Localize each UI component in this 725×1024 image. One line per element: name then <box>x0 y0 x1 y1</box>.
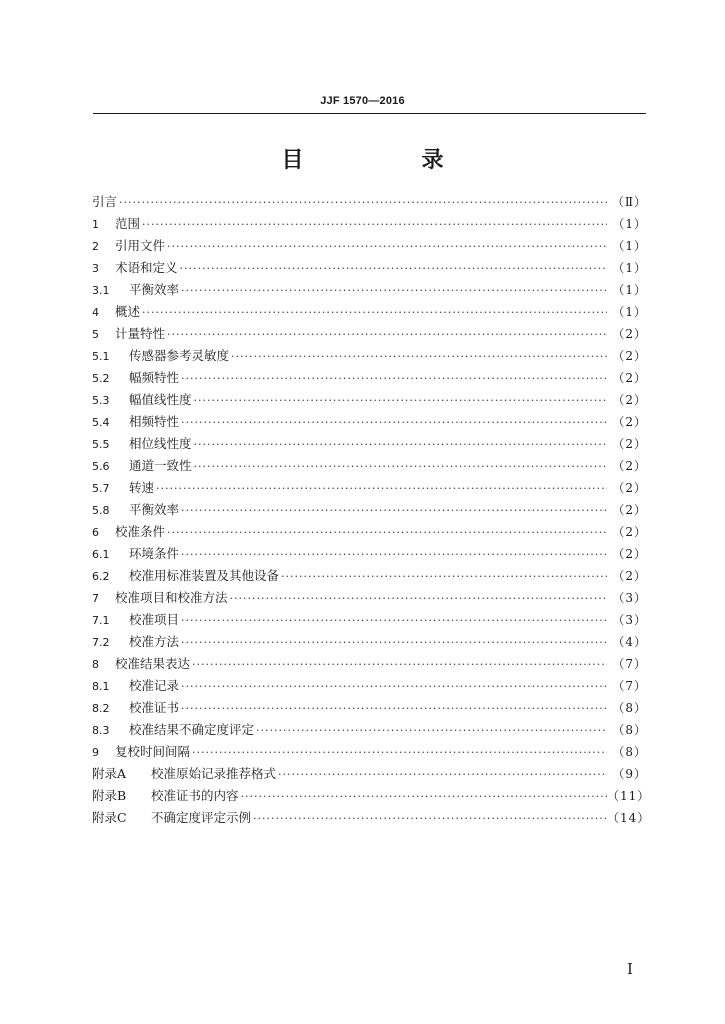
toc-entry-label: 复校时间间隔 <box>115 744 191 759</box>
toc-entry-page: （1） <box>612 239 647 253</box>
toc-entry-label: 环境条件 <box>129 546 180 561</box>
toc-entry-number: 5.3 <box>92 394 110 407</box>
toc-entry[interactable] <box>92 301 647 323</box>
toc-leader-dots <box>156 478 607 500</box>
toc-entry-label: 相位线性度 <box>129 436 192 451</box>
page-number: I <box>627 960 633 978</box>
toc-entry-label: 不确定度评定示例 <box>151 810 252 825</box>
toc-entry-page: （7） <box>612 679 647 693</box>
toc-entry-page: （2） <box>612 459 647 473</box>
toc-entry-page: （2） <box>612 327 647 341</box>
toc-entry[interactable] <box>92 389 647 411</box>
toc-entry-page: （2） <box>612 437 647 451</box>
toc-entry[interactable] <box>92 257 647 279</box>
toc-entry[interactable] <box>92 213 647 235</box>
toc-leader-dots <box>230 588 607 610</box>
toc-entry-page: （2） <box>612 415 647 429</box>
toc-leader-dots <box>231 346 607 368</box>
toc-entry-number: 8.1 <box>92 680 110 693</box>
toc-entry-label: 引言 <box>92 194 118 209</box>
toc-entry-page: （1） <box>612 261 647 275</box>
toc-leader-dots <box>181 500 607 522</box>
toc-entry-label: 校准结果表达 <box>115 656 191 671</box>
toc-entry-number: 2 <box>92 240 99 253</box>
toc-entry[interactable] <box>92 191 647 213</box>
toc-entry-number: 3.1 <box>92 284 110 297</box>
toc-leader-dots <box>278 764 607 786</box>
toc-leader-dots <box>167 522 607 544</box>
toc-entry[interactable] <box>92 609 647 631</box>
toc-entry-page: （2） <box>612 349 647 363</box>
toc-entry-number: 5.4 <box>92 416 110 429</box>
toc-entry-label: 校准项目 <box>129 612 180 627</box>
toc-entry-label: 校准证书的内容 <box>151 788 239 803</box>
toc-entry-label: 校准记录 <box>129 678 180 693</box>
toc-leader-dots <box>142 302 607 324</box>
toc-entry-page: （8） <box>612 723 647 737</box>
toc-entry[interactable] <box>92 807 651 829</box>
toc-leader-dots <box>192 742 607 764</box>
toc-leader-dots <box>194 434 607 456</box>
toc-entry-page: （14） <box>607 811 651 825</box>
toc-entry-label: 幅值线性度 <box>129 392 192 407</box>
toc-entry[interactable] <box>92 367 647 389</box>
toc-entry-number: 8 <box>92 658 99 671</box>
toc-entry-label: 校准用标准装置及其他设备 <box>129 568 280 583</box>
toc-leader-dots <box>281 566 607 588</box>
toc-entry-number: 5.7 <box>92 482 110 495</box>
toc-entry-label: 相频特性 <box>129 414 180 429</box>
toc-entry[interactable] <box>92 477 647 499</box>
toc-entry-number: 5 <box>92 328 99 341</box>
toc-entry-page: （2） <box>612 503 647 517</box>
toc-entry-label: 校准方法 <box>129 634 180 649</box>
toc-entry-number: 5.5 <box>92 438 110 451</box>
toc-leader-dots <box>181 280 607 302</box>
toc-entry-number: 附录A <box>92 766 127 781</box>
toc-entry[interactable] <box>92 719 647 741</box>
toc-entry-number: 7.1 <box>92 614 110 627</box>
toc-entry[interactable] <box>92 653 647 675</box>
toc-entry[interactable] <box>92 631 647 653</box>
toc-entry-page: （7） <box>612 657 647 671</box>
toc-entry-label: 校准项目和校准方法 <box>115 590 228 605</box>
toc-leader-dots <box>181 610 607 632</box>
toc-entry-label: 校准条件 <box>115 524 166 539</box>
toc-entry-page: （2） <box>612 481 647 495</box>
toc-leader-dots <box>256 720 607 742</box>
toc-entry[interactable] <box>92 499 647 521</box>
toc-entry[interactable] <box>92 785 651 807</box>
toc-leader-dots <box>167 324 607 346</box>
toc-leader-dots <box>181 676 607 698</box>
toc-entry-page: （8） <box>612 745 647 759</box>
toc-entry-label: 引用文件 <box>115 238 166 253</box>
header-divider <box>93 113 646 114</box>
toc-entry-label: 传感器参考灵敏度 <box>129 348 230 363</box>
toc-entry-label: 平衡效率 <box>129 502 180 517</box>
toc-entry[interactable] <box>92 697 647 719</box>
toc-entry-number: 6 <box>92 526 99 539</box>
toc-entry-page: （2） <box>612 569 647 583</box>
toc-entry[interactable] <box>92 411 647 433</box>
toc-entry-number: 5.8 <box>92 504 110 517</box>
toc-entry-number: 附录B <box>92 788 127 803</box>
toc-entry-label: 术语和定义 <box>115 260 178 275</box>
toc-entry-number: 3 <box>92 262 99 275</box>
toc-entry-number: 4 <box>92 306 99 319</box>
toc-entry-label: 范围 <box>115 216 141 231</box>
toc-leader-dots <box>119 192 607 214</box>
toc-entry-number: 5.1 <box>92 350 110 363</box>
toc-entry-number: 7 <box>92 592 99 605</box>
toc-entry[interactable] <box>92 323 647 345</box>
toc-entry-number: 9 <box>92 746 99 759</box>
toc-leader-dots <box>194 390 607 412</box>
toc-leader-dots <box>253 808 607 830</box>
toc-entry-number: 6.2 <box>92 570 110 583</box>
toc-entry-page: （1） <box>612 305 647 319</box>
toc-entry-number: 5.6 <box>92 460 110 473</box>
toc-entry-page: （1） <box>612 283 647 297</box>
toc-leader-dots <box>181 412 607 434</box>
toc-entry[interactable] <box>92 455 647 477</box>
toc-entry-label: 幅频特性 <box>129 370 180 385</box>
toc-entry-label: 校准证书 <box>129 700 180 715</box>
toc-entry[interactable] <box>92 565 647 587</box>
toc-entry-number: 6.1 <box>92 548 110 561</box>
toc-entry-label: 平衡效率 <box>129 282 180 297</box>
toc-entry-page: （Ⅱ） <box>611 195 647 209</box>
toc-entry-page: （8） <box>612 701 647 715</box>
toc-entry-page: （1） <box>612 217 647 231</box>
table-of-contents <box>92 191 651 829</box>
toc-entry-number: 附录C <box>92 810 127 825</box>
toc-leader-dots <box>241 786 607 808</box>
page-title: 目 录 <box>281 148 492 173</box>
document-code-header: JJF 1570—2016 <box>320 95 405 107</box>
toc-entry[interactable] <box>92 521 647 543</box>
toc-entry-label: 概述 <box>115 304 141 319</box>
toc-entry-label: 转速 <box>129 480 155 495</box>
toc-entry-page: （2） <box>612 371 647 385</box>
toc-entry[interactable] <box>92 587 647 609</box>
toc-entry-label: 计量特性 <box>115 326 166 341</box>
toc-entry-label: 校准结果不确定度评定 <box>129 722 255 737</box>
toc-entry-number: 5.2 <box>92 372 110 385</box>
toc-entry-page: （4） <box>612 635 647 649</box>
toc-entry-page: （3） <box>612 591 647 605</box>
toc-entry[interactable] <box>92 345 647 367</box>
toc-entry-page: （11） <box>607 789 651 803</box>
toc-entry[interactable] <box>92 763 647 785</box>
toc-entry[interactable] <box>92 433 647 455</box>
toc-entry-label: 校准原始记录推荐格式 <box>151 766 277 781</box>
toc-leader-dots <box>194 456 607 478</box>
toc-leader-dots <box>181 698 607 720</box>
toc-leader-dots <box>181 544 607 566</box>
toc-entry-number: 8.3 <box>92 724 110 737</box>
toc-entry-page: （3） <box>612 613 647 627</box>
toc-leader-dots <box>180 258 607 280</box>
toc-entry-page: （2） <box>612 525 647 539</box>
toc-entry-page: （2） <box>612 393 647 407</box>
toc-entry-label: 通道一致性 <box>129 458 192 473</box>
toc-entry-number: 1 <box>92 218 99 231</box>
toc-leader-dots <box>181 368 607 390</box>
toc-entry[interactable] <box>92 543 647 565</box>
toc-leader-dots <box>167 236 607 258</box>
toc-entry[interactable] <box>92 741 647 763</box>
toc-entry-page: （2） <box>612 547 647 561</box>
toc-entry-number: 8.2 <box>92 702 110 715</box>
toc-entry[interactable] <box>92 235 647 257</box>
toc-entry[interactable] <box>92 675 647 697</box>
toc-leader-dots <box>181 632 607 654</box>
toc-leader-dots <box>142 214 607 236</box>
toc-entry-page: （9） <box>612 767 647 781</box>
toc-leader-dots <box>192 654 607 676</box>
toc-entry-number: 7.2 <box>92 636 110 649</box>
toc-entry[interactable] <box>92 279 647 301</box>
